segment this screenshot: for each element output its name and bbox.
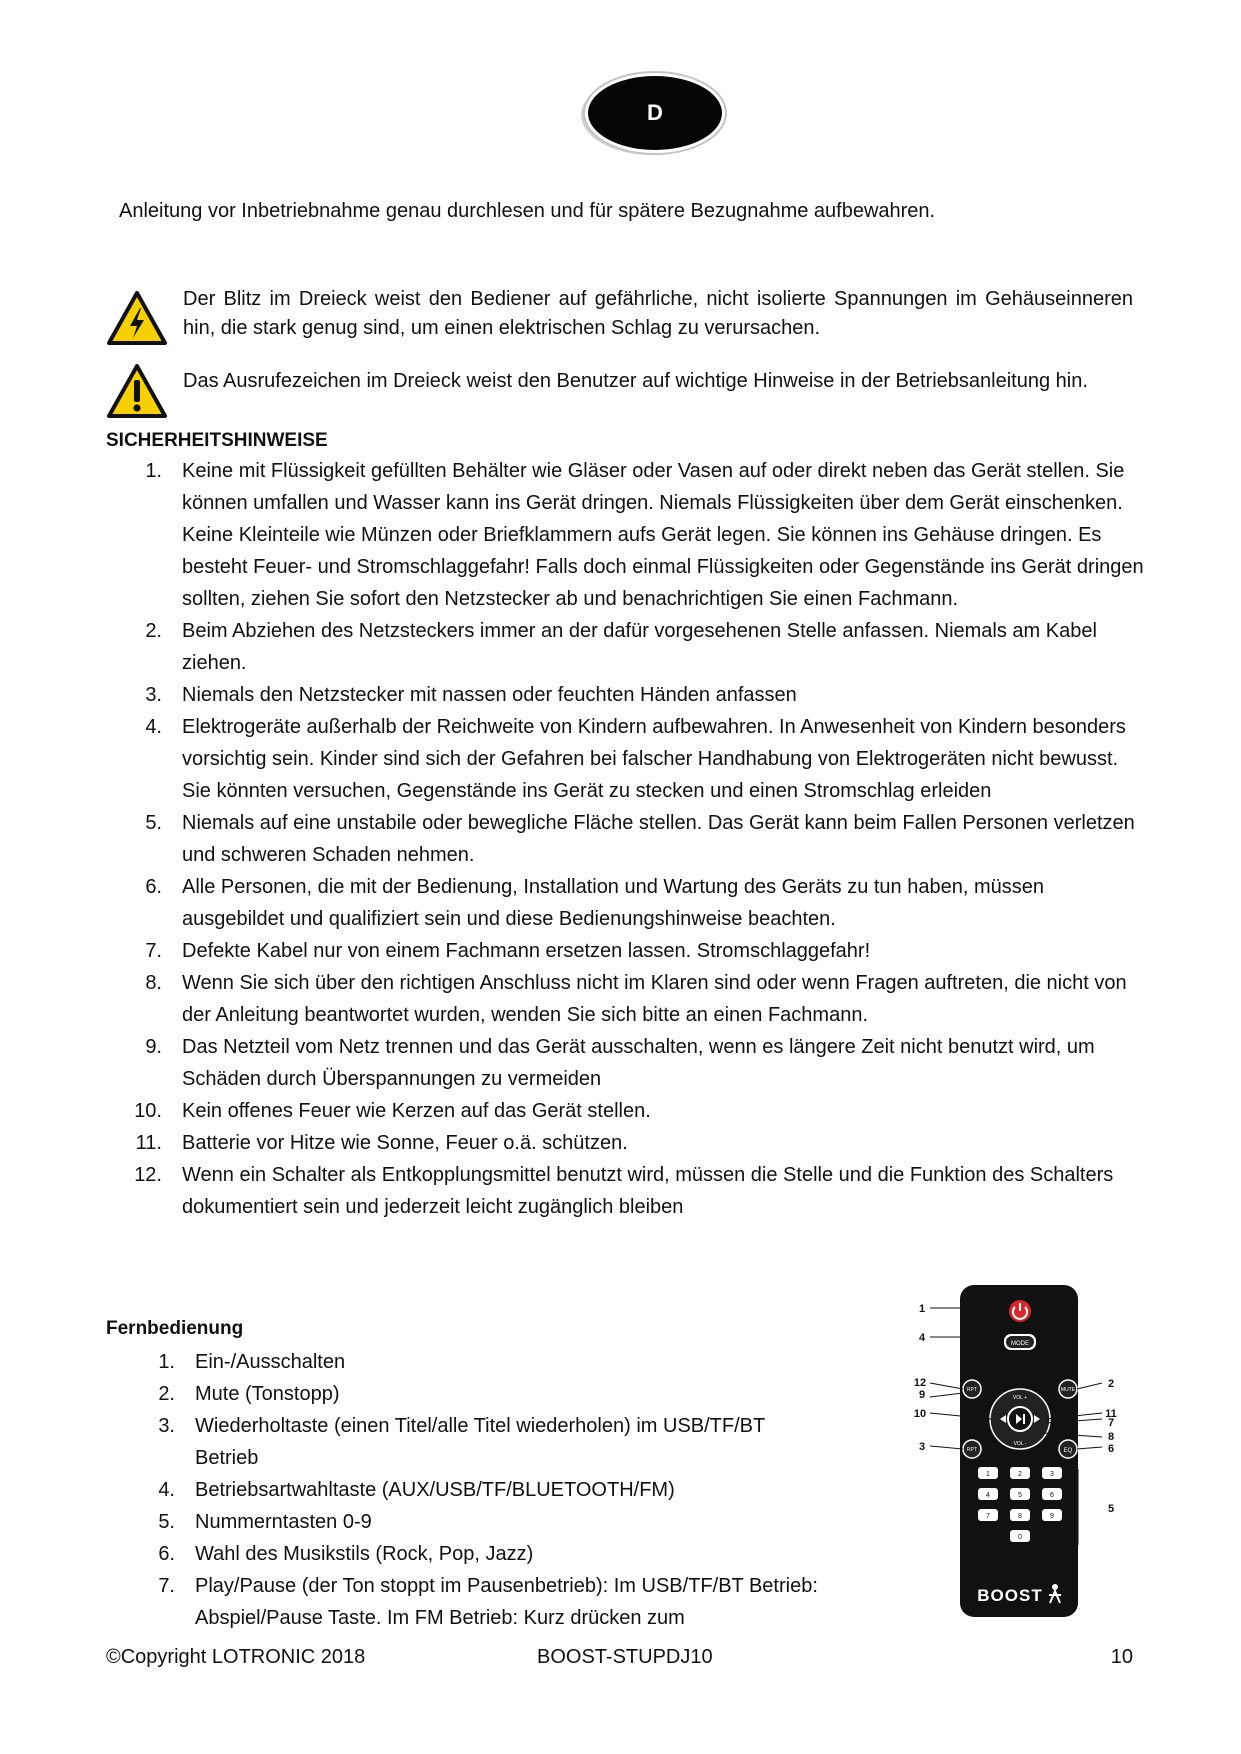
- callout-4: 4: [918, 1332, 926, 1344]
- safety-item: [106, 1159, 1146, 1223]
- eq-key: [1059, 1440, 1077, 1458]
- remote-item-text: Wahl des Musikstils (Rock, Pop, Jazz): [195, 1543, 534, 1565]
- safety-item-number: 4.: [145, 716, 162, 738]
- safety-item-text: Elektrogeräte außerhalb der Reichweite von Kindern aufbewahren. In Anwesenheit von Kindern besonders vorsichtig sein. Kinder sind sich der Gefahren bei falscher Handhabung von Elektrogeräten nicht bewusst. Sie könnten versuchen, Gegenstände ins Gerät zu stecken und einen Stromschlag erleiden: [182, 716, 1126, 802]
- safety-item-text: Das Netzteil vom Netz trennen und das Gerät ausschalten, wenn es längere Zeit nicht benutzt wird, um Schäden durch Überspannungen zu vermeiden: [182, 1036, 1095, 1090]
- digit-key-label: 7: [986, 1513, 990, 1520]
- remote-item: [106, 1570, 826, 1634]
- lightning-warning-icon: [106, 290, 168, 346]
- digit-key-label: 8: [1018, 1513, 1022, 1520]
- intro-text: Anleitung vor Inbetriebnahme genau durchlesen und für spätere Bezugnahme aufbewahren.: [119, 200, 936, 222]
- mute-key: [1059, 1380, 1077, 1398]
- digit-key-label: 2: [1018, 1471, 1022, 1478]
- remote-item: [106, 1346, 826, 1378]
- safety-item-text: Batterie vor Hitze wie Sonne, Feuer o.ä. schützen.: [182, 1132, 628, 1154]
- callout-10: 10: [913, 1408, 927, 1420]
- remote-item-text: Mute (Tonstopp): [195, 1383, 340, 1405]
- digit-key: [978, 1509, 998, 1521]
- safety-item: [106, 679, 1146, 711]
- remote-item-text: Wiederholtaste (einen Titel/alle Titel wiederholen) im USB/TF/BT Betrieb: [195, 1415, 765, 1469]
- play-pause-key-icon: [1008, 1407, 1032, 1431]
- safety-item-number: 12.: [134, 1164, 162, 1186]
- digit-key-label: 4: [986, 1492, 990, 1499]
- remote-item: [106, 1474, 826, 1506]
- callout-8: 8: [1107, 1431, 1115, 1443]
- footer-model: BOOST-STUPDJ10: [537, 1646, 713, 1668]
- safety-item-number: 8.: [145, 972, 162, 994]
- mode-key-label: MODE: [1011, 1341, 1029, 1347]
- footer-page-number: 10: [1110, 1646, 1133, 1668]
- safety-item: [106, 935, 1146, 967]
- digit-key: [1042, 1488, 1062, 1500]
- remote-item-number: 1.: [158, 1351, 175, 1373]
- digit-key: [1010, 1530, 1030, 1542]
- digit-key: [1010, 1488, 1030, 1500]
- safety-item: [106, 1031, 1146, 1095]
- safety-item-number: 7.: [145, 940, 162, 962]
- safety-item: [106, 615, 1146, 679]
- safety-item-text: Wenn Sie sich über den richtigen Anschluss nicht im Klaren sind oder wenn Fragen auftreten, die nicht von der Anleitung beantwortet wurden, wenden Sie sich bitte an einen Fachmann.: [182, 972, 1127, 1026]
- digit-key-label: 6: [1050, 1492, 1054, 1499]
- vol-down-label: VOL -: [1013, 1441, 1027, 1447]
- safety-item-number: 10.: [134, 1100, 162, 1122]
- callout-12: 12: [913, 1377, 927, 1389]
- safety-item-number: 6.: [145, 876, 162, 898]
- exclamation-warning-text: Das Ausrufezeichen im Dreieck weist den Benutzer auf wichtige Hinweise in der Betriebsanleitung hin.: [183, 370, 1088, 392]
- digit-key: [1042, 1509, 1062, 1521]
- safety-item-number: 1.: [145, 460, 162, 482]
- callout-3: 3: [918, 1441, 926, 1453]
- digit-key: [1010, 1467, 1030, 1479]
- digit-key-label: 5: [1018, 1492, 1022, 1499]
- mode-key: [1004, 1334, 1036, 1350]
- mute-key-label: MUTE: [1060, 1387, 1076, 1393]
- safety-item-text: Kein offenes Feuer wie Kerzen auf das Gerät stellen.: [182, 1100, 651, 1122]
- digit-key-label: 1: [986, 1471, 990, 1478]
- safety-item-text: Niemals auf eine unstabile oder bewegliche Fläche stellen. Das Gerät kann beim Fallen Personen verletzen und schweren Schaden nehmen.: [182, 812, 1135, 866]
- safety-item-text: Defekte Kabel nur von einem Fachmann ersetzen lassen. Stromschlaggefahr!: [182, 940, 871, 962]
- safety-item: [106, 1095, 1146, 1127]
- exclamation-warning-icon: [106, 363, 168, 419]
- brand-logo: BOOST: [977, 1586, 1043, 1605]
- safety-item-number: 11.: [135, 1132, 162, 1154]
- remote-item-number: 7.: [158, 1575, 175, 1597]
- remote-item: [106, 1506, 826, 1538]
- callout-11: 11: [1105, 1408, 1117, 1420]
- power-key-icon: [1009, 1300, 1031, 1322]
- remote-item-number: 4.: [158, 1479, 175, 1501]
- digit-key: [1042, 1467, 1062, 1479]
- remote-item: [106, 1410, 826, 1474]
- safety-item-text: Beim Abziehen des Netzsteckers immer an der dafür vorgesehenen Stelle anfassen. Niemals am Kabel ziehen.: [182, 620, 1097, 674]
- safety-item: [106, 1127, 1146, 1159]
- remote-item: [106, 1538, 826, 1570]
- safety-item: [106, 807, 1146, 871]
- vol-up-label: VOL +: [1012, 1395, 1028, 1401]
- remote-item-text: Play/Pause (der Ton stoppt im Pausenbetrieb): Im USB/TF/BT Betrieb: Abspiel/Pause Taste. Im FM Betrieb: Kurz drücken zum: [195, 1575, 818, 1629]
- remote-item-number: 5.: [158, 1511, 175, 1533]
- remote-item-text: Ein-/Ausschalten: [195, 1351, 346, 1373]
- lightning-warning-text: Der Blitz im Dreieck weist den Bediener auf gefährliche, nicht isolierte Spannungen im Gehäuseinneren hin, die stark genug sind, um einen elektrischen Schlag zu verursachen.: [183, 288, 1133, 339]
- safety-item-number: 9.: [145, 1036, 162, 1058]
- safety-item: [106, 967, 1146, 1031]
- callout-2: 2: [1107, 1378, 1115, 1390]
- safety-item: [106, 871, 1146, 935]
- repeat-off-key: [963, 1380, 981, 1398]
- remote-item-number: 6.: [158, 1543, 175, 1565]
- safety-item-text: Keine mit Flüssigkeit gefüllten Behälter wie Gläser oder Vasen auf oder direkt neben das Gerät stellen. Sie können umfallen und Wasser kann ins Gerät dringen. Niemals Flüssigkeiten über dem Gerät einschenken. Keine Kleinteile wie Münzen oder Briefklammern aufs Gerät legen. Sie können ins Gehäuse dringen. Es besteht Feuer- und Stromschlaggefahr! Falls doch einmal Flüssigkeiten oder Gegenstände ins Gerät dringen sollten, ziehen Sie sofort den Netzstecker ab und benachrichtigen Sie einen Fachmann.: [182, 460, 1144, 610]
- repeat-key: [963, 1440, 981, 1458]
- remote-item-text: Nummerntasten 0-9: [195, 1511, 372, 1533]
- repeat-off-key-label: RPT: [967, 1387, 977, 1393]
- safety-item-number: 3.: [145, 684, 162, 706]
- footer-copyright: ©Copyright LOTRONIC 2018: [106, 1646, 366, 1668]
- callout-6: 6: [1107, 1443, 1115, 1455]
- eq-key-label: EQ: [1063, 1448, 1073, 1454]
- digit-key-label: 3: [1050, 1471, 1054, 1478]
- safety-heading: SICHERHEITSHINWEISE: [106, 430, 328, 451]
- callout-9: 9: [918, 1389, 926, 1401]
- safety-item-text: Niemals den Netzstecker mit nassen oder feuchten Händen anfassen: [182, 684, 797, 706]
- remote-list: [106, 1346, 826, 1634]
- language-badge: D: [585, 73, 725, 153]
- digit-key: [978, 1488, 998, 1500]
- digit-key-label: 9: [1050, 1513, 1054, 1520]
- callout-1: 1: [918, 1303, 926, 1315]
- safety-item-text: Alle Personen, die mit der Bedienung, Installation und Wartung des Geräts zu tun haben, müssen ausgebildet und qualifiziert sein und diese Bedienungshinweise beachten.: [182, 876, 1044, 930]
- safety-list: [106, 455, 1146, 1223]
- callout-5: 5: [1107, 1503, 1115, 1515]
- remote-heading: Fernbedienung: [106, 1318, 244, 1339]
- remote-control-figure: [913, 1283, 1117, 1623]
- remote-item: [106, 1378, 826, 1410]
- digit-key: [978, 1467, 998, 1479]
- callout-7: 7: [1107, 1417, 1115, 1429]
- digit-key: [1010, 1509, 1030, 1521]
- digit-key-label: 0: [1018, 1534, 1022, 1541]
- safety-item: [106, 455, 1146, 615]
- remote-item-number: 2.: [158, 1383, 175, 1405]
- safety-item-text: Wenn ein Schalter als Entkopplungsmittel benutzt wird, müssen die Stelle und die Funktion des Schalters dokumentiert sein und jederzeit leicht zugänglich bleiben: [182, 1164, 1114, 1218]
- safety-item-number: 2.: [145, 620, 162, 642]
- remote-item-number: 3.: [158, 1415, 175, 1437]
- safety-item: [106, 711, 1146, 807]
- remote-item-text: Betriebsartwahltaste (AUX/USB/TF/BLUETOOTH/FM): [195, 1479, 675, 1501]
- repeat-key-label: RPT: [967, 1447, 977, 1453]
- safety-item-number: 5.: [145, 812, 162, 834]
